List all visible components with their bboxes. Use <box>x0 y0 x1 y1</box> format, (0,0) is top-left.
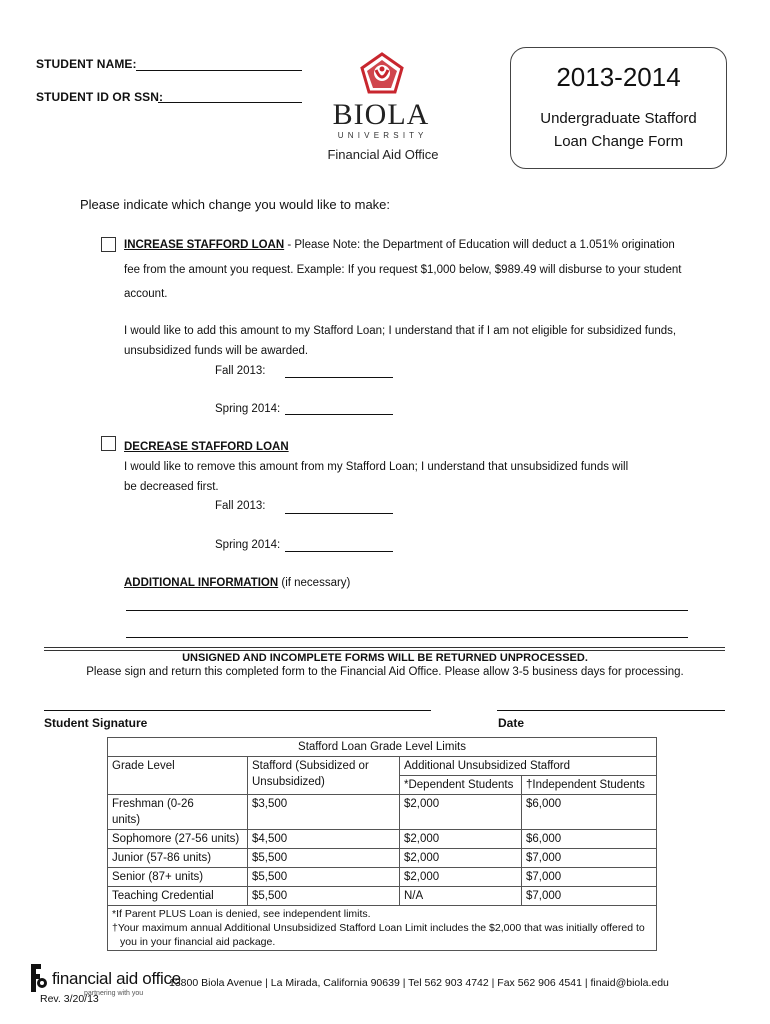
additional-heading: ADDITIONAL INFORMATION <box>124 577 279 589</box>
increase-note-line1: - Please Note: the Department of Education will deduct a 1.051% origination <box>284 239 675 251</box>
separator-line <box>44 647 725 648</box>
col-stafford-l2: Unsubsidized) <box>252 776 325 788</box>
form-title-line1: Undergraduate Stafford <box>540 110 697 127</box>
cell-grade: Junior (57-86 units) <box>108 849 248 868</box>
form-title-line2: Loan Change Form <box>553 133 684 150</box>
additional-suffix: (if necessary) <box>278 577 351 589</box>
grade-text: units) <box>112 814 141 826</box>
increase-heading-line <box>124 239 675 251</box>
faid-logo-icon <box>27 962 49 994</box>
student-id-field[interactable] <box>158 102 302 103</box>
student-name-label: STUDENT NAME: <box>36 57 137 71</box>
cell-grade: Teaching Credential <box>108 887 248 906</box>
cell-independent: $7,000 <box>522 887 657 906</box>
cell-stafford: $5,500 <box>248 887 400 906</box>
grade-text: Freshman (0-26 <box>112 798 194 810</box>
limits-table <box>107 737 657 951</box>
table-row <box>108 849 657 868</box>
increase-heading: INCREASE STAFFORD LOAN <box>124 239 285 251</box>
table-title: Stafford Loan Grade Level Limits <box>108 738 657 757</box>
table-footnotes <box>108 906 657 951</box>
decrease-fall-field[interactable] <box>285 513 393 514</box>
table-row <box>108 887 657 906</box>
decrease-spring-field[interactable] <box>285 551 393 552</box>
decrease-spring-label: Spring 2014: <box>215 539 281 551</box>
date-field[interactable] <box>497 710 725 711</box>
increase-checkbox[interactable] <box>101 237 116 252</box>
footer-tagline: partnering with you <box>84 990 144 997</box>
cell-stafford: $4,500 <box>248 830 400 849</box>
student-id-label: STUDENT ID OR SSN: <box>36 90 164 104</box>
cell-independent: $6,000 <box>522 795 657 830</box>
col-grade-header: Grade Level <box>108 757 248 795</box>
office-name: Financial Aid Office <box>327 147 439 162</box>
increase-note-line3: account. <box>124 288 168 300</box>
footnote-3: you in your financial aid package. <box>120 936 276 948</box>
separator-line <box>44 650 725 651</box>
student-name-field[interactable] <box>136 70 302 71</box>
university-sub: U N I V E R S I T Y <box>337 131 425 140</box>
intro-text: Please indicate which change you would like to make: <box>80 197 391 212</box>
university-name: BIOLA <box>332 98 430 131</box>
col-stafford-header <box>248 757 400 795</box>
cell-independent: $6,000 <box>522 830 657 849</box>
student-signature-label: Student Signature <box>44 716 148 730</box>
decrease-heading: DECREASE STAFFORD LOAN <box>124 441 289 453</box>
col-additional-header: Additional Unsubsidized Stafford <box>400 757 657 776</box>
decrease-checkbox[interactable] <box>101 436 116 451</box>
increase-spring-label: Spring 2014: <box>215 403 281 415</box>
cell-grade <box>108 795 248 830</box>
student-signature-field[interactable] <box>44 710 431 711</box>
col-dependent-header: *Dependent Students <box>400 776 522 795</box>
additional-heading-line <box>124 577 350 589</box>
notice-line1: UNSIGNED AND INCOMPLETE FORMS WILL BE RETURNED UNPROCESSED. <box>182 652 588 664</box>
increase-fall-label: Fall 2013: <box>215 365 266 377</box>
increase-spring-field[interactable] <box>285 414 393 415</box>
cell-stafford: $3,500 <box>248 795 400 830</box>
notice-line2: Please sign and return this completed form to the Financial Aid Office. Please allow 3-5 business days for processing. <box>86 666 684 678</box>
decrease-text-line2: be decreased first. <box>124 481 219 493</box>
decrease-text-line1: I would like to remove this amount from my Stafford Loan; I understand that unsubsidized funds will <box>124 461 629 473</box>
footer-contact: 13800 Biola Avenue | La Mirada, California 90639 | Tel 562 903 4742 | Fax 562 906 4541 | finaid@biola.edu <box>169 977 669 989</box>
cell-independent: $7,000 <box>522 868 657 887</box>
increase-text-line1: I would like to add this amount to my Stafford Loan; I understand that if I am not eligible for subsidized funds, <box>124 325 677 337</box>
cell-dependent: N/A <box>400 887 522 906</box>
cell-stafford: $5,500 <box>248 849 400 868</box>
year: 2013-2014 <box>556 62 681 92</box>
col-independent-header: †Independent Students <box>522 776 657 795</box>
form-title-box <box>510 47 727 169</box>
cell-dependent: $2,000 <box>400 795 522 830</box>
cell-dependent: $2,000 <box>400 849 522 868</box>
additional-info-field-1[interactable] <box>126 610 688 611</box>
footer-brand: financial aid office <box>52 969 181 988</box>
cell-independent: $7,000 <box>522 849 657 868</box>
cell-dependent: $2,000 <box>400 868 522 887</box>
table-row <box>108 830 657 849</box>
date-label: Date <box>498 716 525 730</box>
increase-text-line2: unsubsidized funds will be awarded. <box>124 345 309 357</box>
biola-logo-icon <box>357 50 407 98</box>
revision-date: Rev. 3/20/13 <box>40 993 99 1005</box>
cell-grade: Sophomore (27-56 units) <box>108 830 248 849</box>
footnote-2: †Your maximum annual Additional Unsubsidized Stafford Loan Limit includes the $2,000 that was initially offered to <box>112 922 645 934</box>
cell-dependent: $2,000 <box>400 830 522 849</box>
cell-grade: Senior (87+ units) <box>108 868 248 887</box>
additional-info-field-2[interactable] <box>126 637 688 638</box>
decrease-fall-label: Fall 2013: <box>215 500 266 512</box>
increase-note-line2: fee from the amount you request. Example: If you request $1,000 below, $989.49 will disburse to your student <box>124 264 682 276</box>
table-row <box>108 868 657 887</box>
increase-fall-field[interactable] <box>285 377 393 378</box>
table-row <box>108 795 657 830</box>
footnote-1: *If Parent PLUS Loan is denied, see independent limits. <box>112 908 371 920</box>
col-stafford-l1: Stafford (Subsidized or <box>252 760 369 772</box>
cell-stafford: $5,500 <box>248 868 400 887</box>
